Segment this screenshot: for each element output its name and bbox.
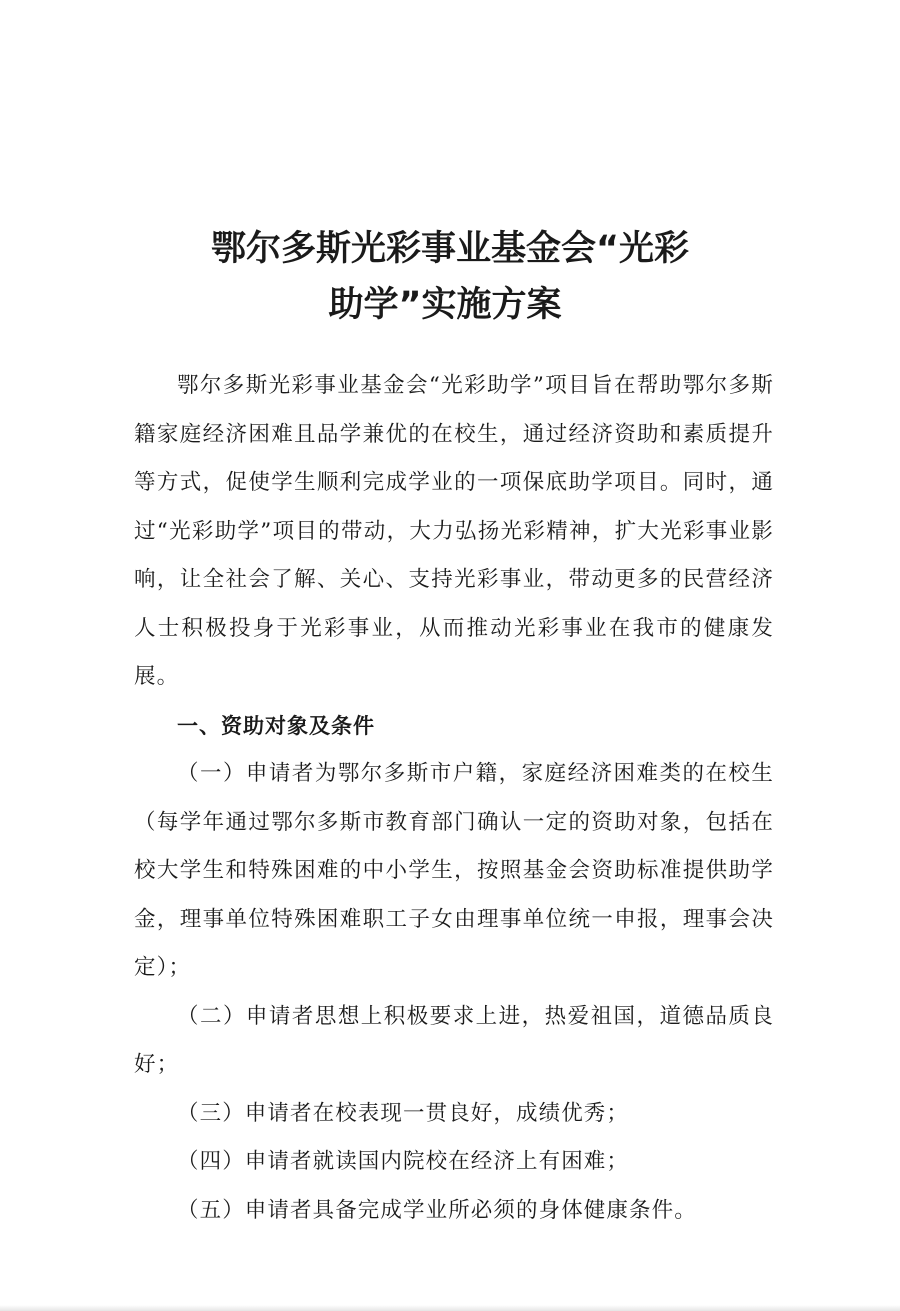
condition-item-4: （四）申请者就读国内院校在经济上有困难； xyxy=(177,1149,630,1174)
section-heading: 一、资助对象及条件 xyxy=(177,713,375,738)
intro-paragraph: 鄂尔多斯光彩事业基金会“光彩助学”项目旨在帮助鄂尔多斯籍家庭经济困难且品学兼优的在校生，通过经济资助和素质提升等方式，促使学生顺利完成学业的一项保底助学项目。同时，通过“光彩助学”项目的带动，大力弘扬光彩精神，扩大光彩事业影响，让全社会了解、关心、支持光彩事业，带动更多的民营经济人士积极投身于光彩事业，从而推动光彩事业在我市的健康发展。 xyxy=(134,373,774,689)
page-edge-shadow xyxy=(0,1305,900,1311)
title-line-2: 助学”实施方案 xyxy=(328,285,562,326)
condition-item-1: （一）申请者为鄂尔多斯市户籍，家庭经济困难类的在校生（每学年通过鄂尔多斯市教育部门确认一定的资助对象，包括在校大学生和特殊困难的中小学生，按照基金会资助标准提供助学金，理事单位特殊困难职工子女由理事单位统一申报，理事会决定）； xyxy=(134,761,774,980)
title-line-1: 鄂尔多斯光彩事业基金会“光彩 xyxy=(210,229,689,270)
document-body xyxy=(134,362,774,1235)
document-title xyxy=(0,221,900,333)
condition-item-2: （二）申请者思想上积极要求上进，热爱祖国，道德品质良好； xyxy=(134,1003,774,1077)
condition-item-3: （三）申请者在校表现一贯良好，成绩优秀； xyxy=(177,1100,630,1126)
condition-item-5: （五）申请者具备完成学业所必须的身体健康条件。 xyxy=(177,1197,697,1223)
